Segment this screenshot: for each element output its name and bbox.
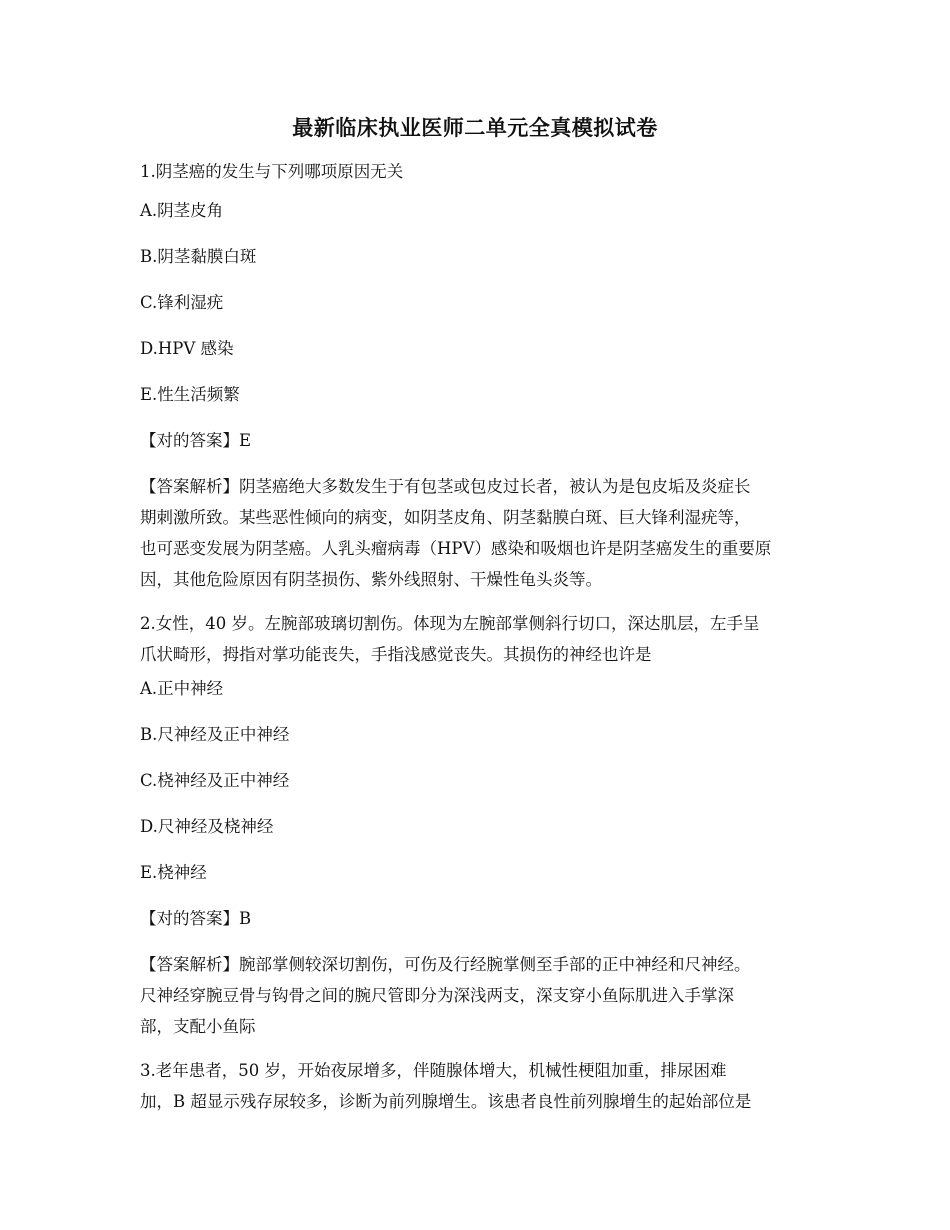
- question-1-option-b: B.阴茎黏膜白斑: [140, 247, 257, 266]
- question-2-analysis: [140, 949, 820, 1042]
- analysis-line: 部，支配小鱼际: [140, 1017, 256, 1036]
- question-1-stem: 1.阴茎癌的发生与下列哪项原因无关: [140, 162, 404, 181]
- stem-line: 2.女性，40 岁。左腕部玻璃切割伤。体现为左腕部掌侧斜行切口，深达肌层，左手呈: [140, 614, 760, 633]
- analysis-line: 也可恶变发展为阴茎癌。人乳头瘤病毒（HPV）感染和吸烟也许是阴茎癌发生的重要原: [140, 539, 772, 558]
- question-2-option-c: C.桡神经及正中神经: [140, 771, 290, 790]
- question-1-option-a: A.阴茎皮角: [140, 201, 224, 220]
- analysis-line: 【答案解析】阴茎癌绝大多数发生于有包茎或包皮过长者，被认为是包皮垢及炎症长: [140, 477, 751, 496]
- analysis-line: 期刺激所致。某些恶性倾向的病变，如阴茎皮角、阴茎黏膜白斑、巨大锋利湿疣等，: [140, 508, 751, 527]
- analysis-line: 【答案解析】腕部掌侧较深切割伤，可伤及行经腕掌侧至手部的正中神经和尺神经。: [140, 955, 751, 974]
- question-2-option-e: E.桡神经: [140, 863, 207, 882]
- question-2-option-b: B.尺神经及正中神经: [140, 725, 290, 744]
- question-1-option-c: C.锋利湿疣: [140, 293, 224, 312]
- question-2-answer: 【对的答案】B: [140, 909, 252, 928]
- question-1-option-d: D.HPV 感染: [140, 339, 234, 358]
- question-2-option-d: D.尺神经及桡神经: [140, 817, 274, 836]
- stem-line: 爪状畸形，拇指对掌功能丧失，手指浅感觉丧失。其损伤的神经也许是: [140, 645, 652, 664]
- question-1-analysis: [140, 471, 820, 595]
- stem-line: 3.老年患者，50 岁，开始夜尿增多，伴随腺体增大，机械性梗阻加重，排尿困难: [140, 1061, 727, 1080]
- question-3-stem: [140, 1055, 820, 1117]
- stem-line: 加，B 超显示残存尿较多，诊断为前列腺增生。该患者良性前列腺增生的起始部位是: [140, 1092, 752, 1111]
- analysis-line: 尺神经穿腕豆骨与钩骨之间的腕尺管即分为深浅两支，深支穿小鱼际肌进入手掌深: [140, 986, 734, 1005]
- analysis-line: 因，其他危险原因有阴茎损伤、紫外线照射、干燥性龟头炎等。: [140, 570, 602, 589]
- question-1-answer: 【对的答案】E: [140, 431, 252, 450]
- page-title: 最新临床执业医师二单元全真模拟试卷: [292, 116, 658, 140]
- question-2-stem: [140, 608, 820, 670]
- question-1-option-e: E.性生活频繁: [140, 385, 240, 404]
- question-2-option-a: A.正中神经: [140, 679, 224, 698]
